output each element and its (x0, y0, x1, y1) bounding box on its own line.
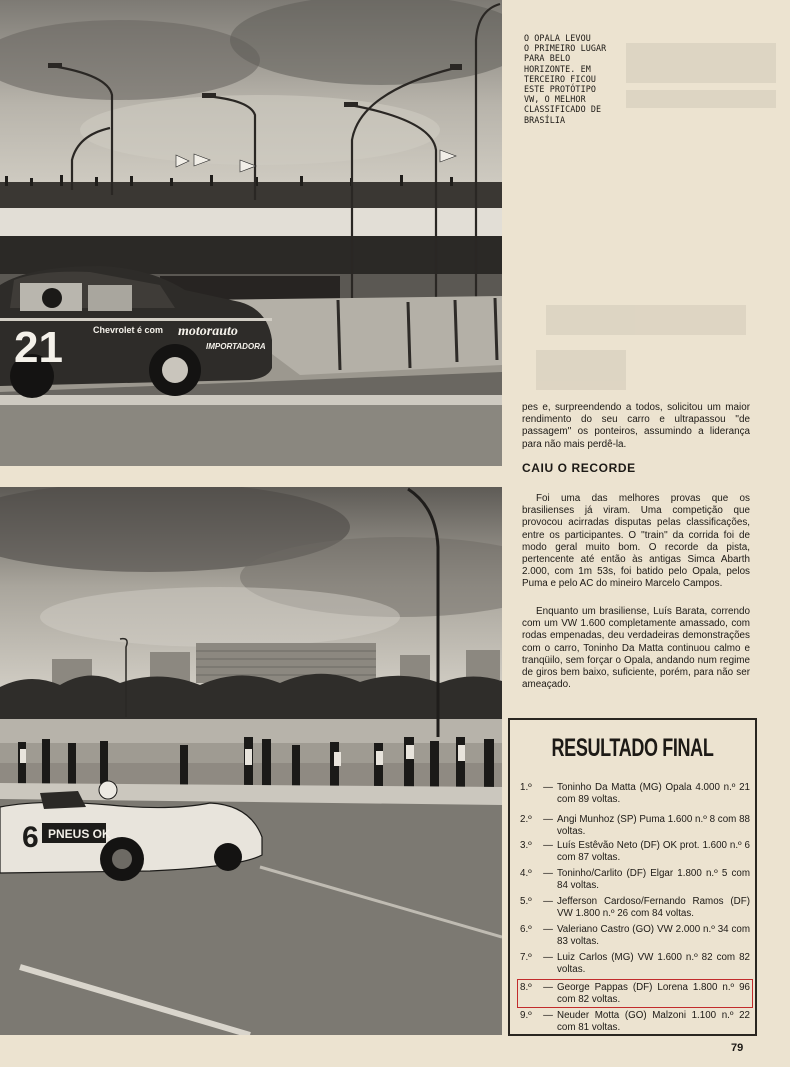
result-text: Toninho/Carlito (DF) Elgar 1.800 n.º 5 com 84 voltas. (557, 868, 750, 891)
result-row (520, 868, 750, 891)
result-dash: — (543, 814, 553, 825)
result-place: 9.º (520, 1010, 532, 1021)
photo-prototype-spectators (0, 487, 502, 1035)
car-21-sponsor-logo: motorauto (178, 324, 238, 339)
result-text: Luís Estêvão Neto (DF) OK prot. 1.600 n.º 6 com 87 voltas. (557, 840, 750, 863)
result-row (520, 896, 750, 919)
page-number: 79 (731, 1042, 744, 1054)
caption-line: VW, O MELHOR (524, 94, 586, 105)
result-row (520, 782, 750, 805)
result-place: 2.º (520, 814, 532, 825)
result-row-highlighted (520, 982, 750, 1005)
result-row (520, 814, 750, 837)
result-place: 5.º (520, 896, 532, 907)
photo-opala-grandstand (0, 0, 502, 466)
paragraph-text: Enquanto um brasiliense, Luís Barata, correndo com um VW 1.600 completamente amassado, com rodas empenadas, deu verdadeiras demonstrações com o carro, Toninho Da Matta continuou calmo e tranqüilo, sem forçar o Opala, andando num regime de giros bem baixo, suficiente, porém, para não ser ameaçado. (522, 606, 750, 691)
result-row (520, 952, 750, 975)
caption-line: HORIZONTE. EM (524, 63, 591, 74)
article-paragraph (522, 402, 750, 451)
result-row (520, 1010, 750, 1033)
article-paragraph (522, 606, 750, 691)
article-paragraph (522, 493, 750, 591)
result-text: Toninho Da Matta (MG) Opala 4.000 n.º 21 com 89 voltas. (557, 782, 750, 805)
caption-line: O OPALA LEVOU (524, 33, 591, 43)
car-6-number: 6 (22, 821, 39, 854)
result-dash: — (543, 924, 553, 935)
result-dash: — (543, 782, 553, 793)
result-row (520, 924, 750, 947)
caption-line: CLASSIFICADO DE (524, 104, 602, 115)
result-text: George Pappas (DF) Lorena 1.800 n.º 96 com 82 voltas. (557, 982, 750, 1005)
caption-line: PARA BELO (524, 53, 571, 64)
result-text: Luiz Carlos (MG) VW 1.600 n.º 82 com 82 voltas. (557, 952, 750, 975)
result-place: 6.º (520, 924, 532, 935)
result-text: Jefferson Cardoso/Fernando Ramos (DF) VW 1.800 n.º 26 com 84 voltas. (557, 896, 750, 919)
result-place: 3.º (520, 840, 532, 851)
car-21-number: 21 (14, 323, 63, 372)
result-text: Neuder Motta (GO) Malzoni 1.100 n.º 22 com 81 voltas. (557, 1010, 750, 1033)
car-6-sponsor: PNEUS OK (48, 827, 111, 841)
result-dash: — (543, 1010, 553, 1021)
result-row (520, 840, 750, 863)
result-dash: — (543, 896, 553, 907)
result-dash: — (543, 952, 553, 963)
paragraph-text: pes e, surpreendendo a todos, solicitou um maior rendimento do seu carro e ultrapassou ''de passagem'' os ponteiros, assumindo a liderança para não mais perdê-la. (522, 402, 750, 450)
caption-line: BRASÍLIA (524, 114, 566, 125)
result-text: Valeriano Castro (GO) VW 2.000 n.º 34 com 83 voltas. (557, 924, 750, 947)
result-place: 4.º (520, 868, 532, 879)
result-place: 1.º (520, 782, 532, 793)
result-dash: — (543, 840, 553, 851)
reverse-page-show-through (506, 5, 786, 425)
car-21-sponsor-line: Chevrolet é com (93, 325, 164, 335)
result-place: 7.º (520, 952, 532, 963)
section-heading: CAIU O RECORDE (522, 461, 636, 475)
result-dash: — (543, 982, 553, 993)
car-21-sponsor-sub: IMPORTADORA (206, 342, 266, 351)
results-title: RESULTADO FINAL (551, 734, 714, 762)
caption-line: TERCEIRO FICOU (524, 73, 596, 84)
caption-line: ESTE PROTÓTIPO (524, 84, 596, 95)
caption-line: O PRIMEIRO LUGAR (524, 43, 607, 54)
paragraph-text: Foi uma das melhores provas que os brasilienses já viram. Uma competição que provocou acirradas disputas pelas classificações, entre os participantes. O ''train'' da corrida foi de modo geral muito bom. O recorde da pista, pertencente até então às antigas Simca Abarth 2.000, com 1m 53s, foi batido pelo Opala, pelos Puma e pelo AC do mineiro Marcelo Campos. (522, 493, 750, 590)
result-text: Angi Munhoz (SP) Puma 1.600 n.º 8 com 88 voltas. (557, 814, 750, 837)
result-place: 8.º (520, 982, 532, 993)
results-box (508, 718, 757, 1036)
result-dash: — (543, 868, 553, 879)
